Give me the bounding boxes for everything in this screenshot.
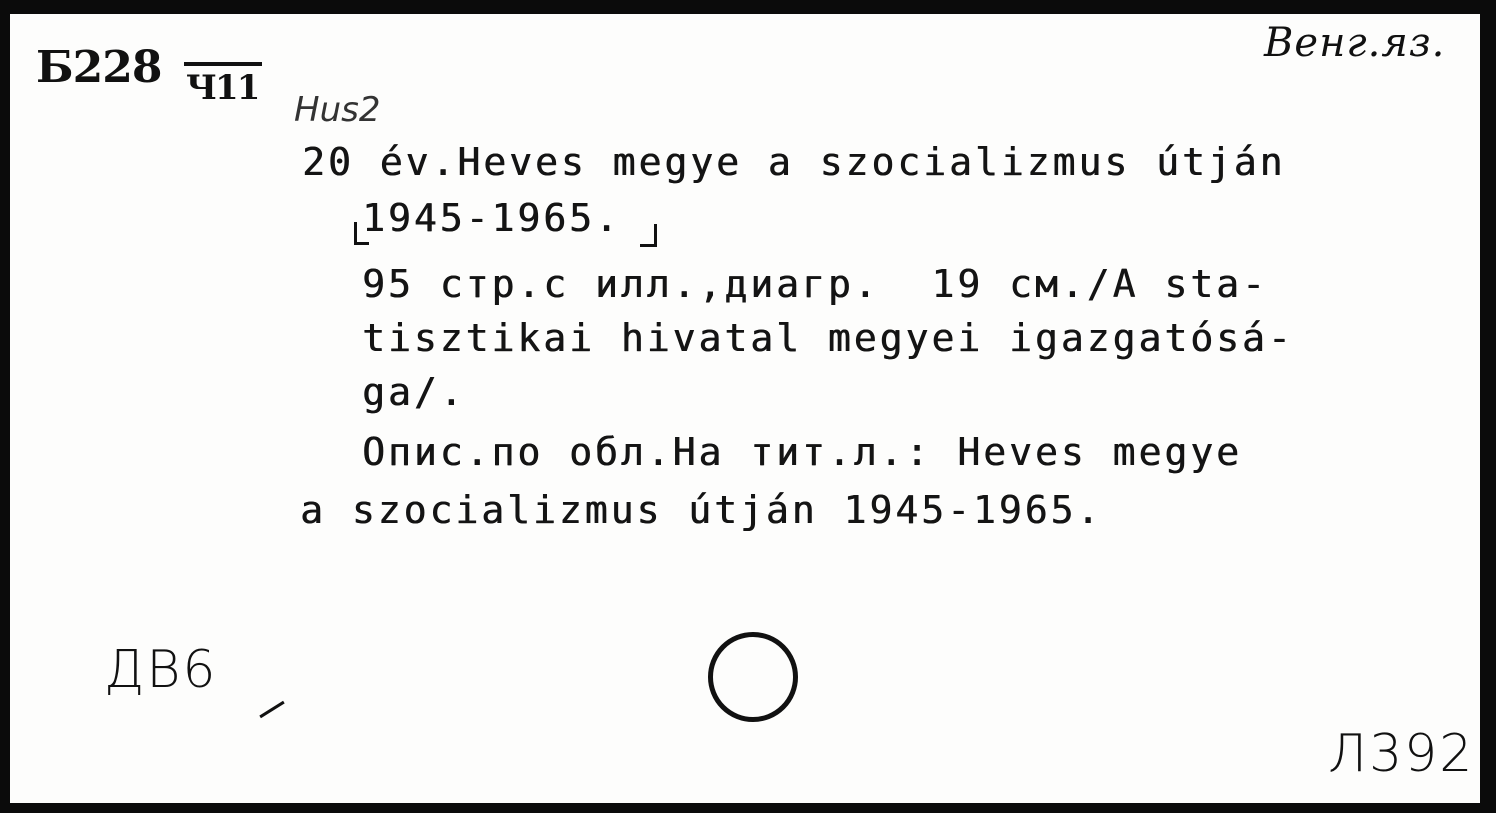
- bottom-left-mark-tick: [259, 701, 284, 718]
- shelf-mark-sub: Ч11: [186, 68, 259, 108]
- collection-mark: Hus2: [294, 90, 381, 130]
- entry-note-end-line: a szocializmus útján 1945-1965.: [300, 488, 1103, 532]
- entry-title-line: 20 év.Heves megye a szocializmus útján: [302, 140, 1286, 184]
- dates-bracket-left: [354, 222, 369, 245]
- entry-series-end-line: ga/.: [362, 370, 466, 414]
- entry-note-line: Опис.по обл.На тит.л.: Heves megye: [362, 430, 1242, 474]
- shelf-mark: Б228: [36, 42, 162, 93]
- entry-collation-line: 95 стр.с илл.,диагр. 19 см./A sta-: [362, 262, 1268, 306]
- card-border-bottom: [0, 803, 1496, 813]
- dates-bracket-right: [640, 224, 657, 247]
- inventory-mark: Л392: [1328, 724, 1475, 784]
- entry-series-line: tisztikai hivatal megyei igazgatósá-: [362, 316, 1294, 360]
- card-border-right: [1480, 0, 1496, 813]
- bottom-left-mark: ДВ6: [104, 640, 218, 700]
- card-border-top: [0, 0, 1496, 14]
- card-punch-hole: [708, 632, 798, 722]
- language-mark: Венг.яз.: [1264, 20, 1446, 66]
- shelf-mark-rule: [184, 62, 262, 66]
- entry-dates-line: 1945-1965.: [362, 196, 621, 240]
- card-border-left: [0, 0, 10, 813]
